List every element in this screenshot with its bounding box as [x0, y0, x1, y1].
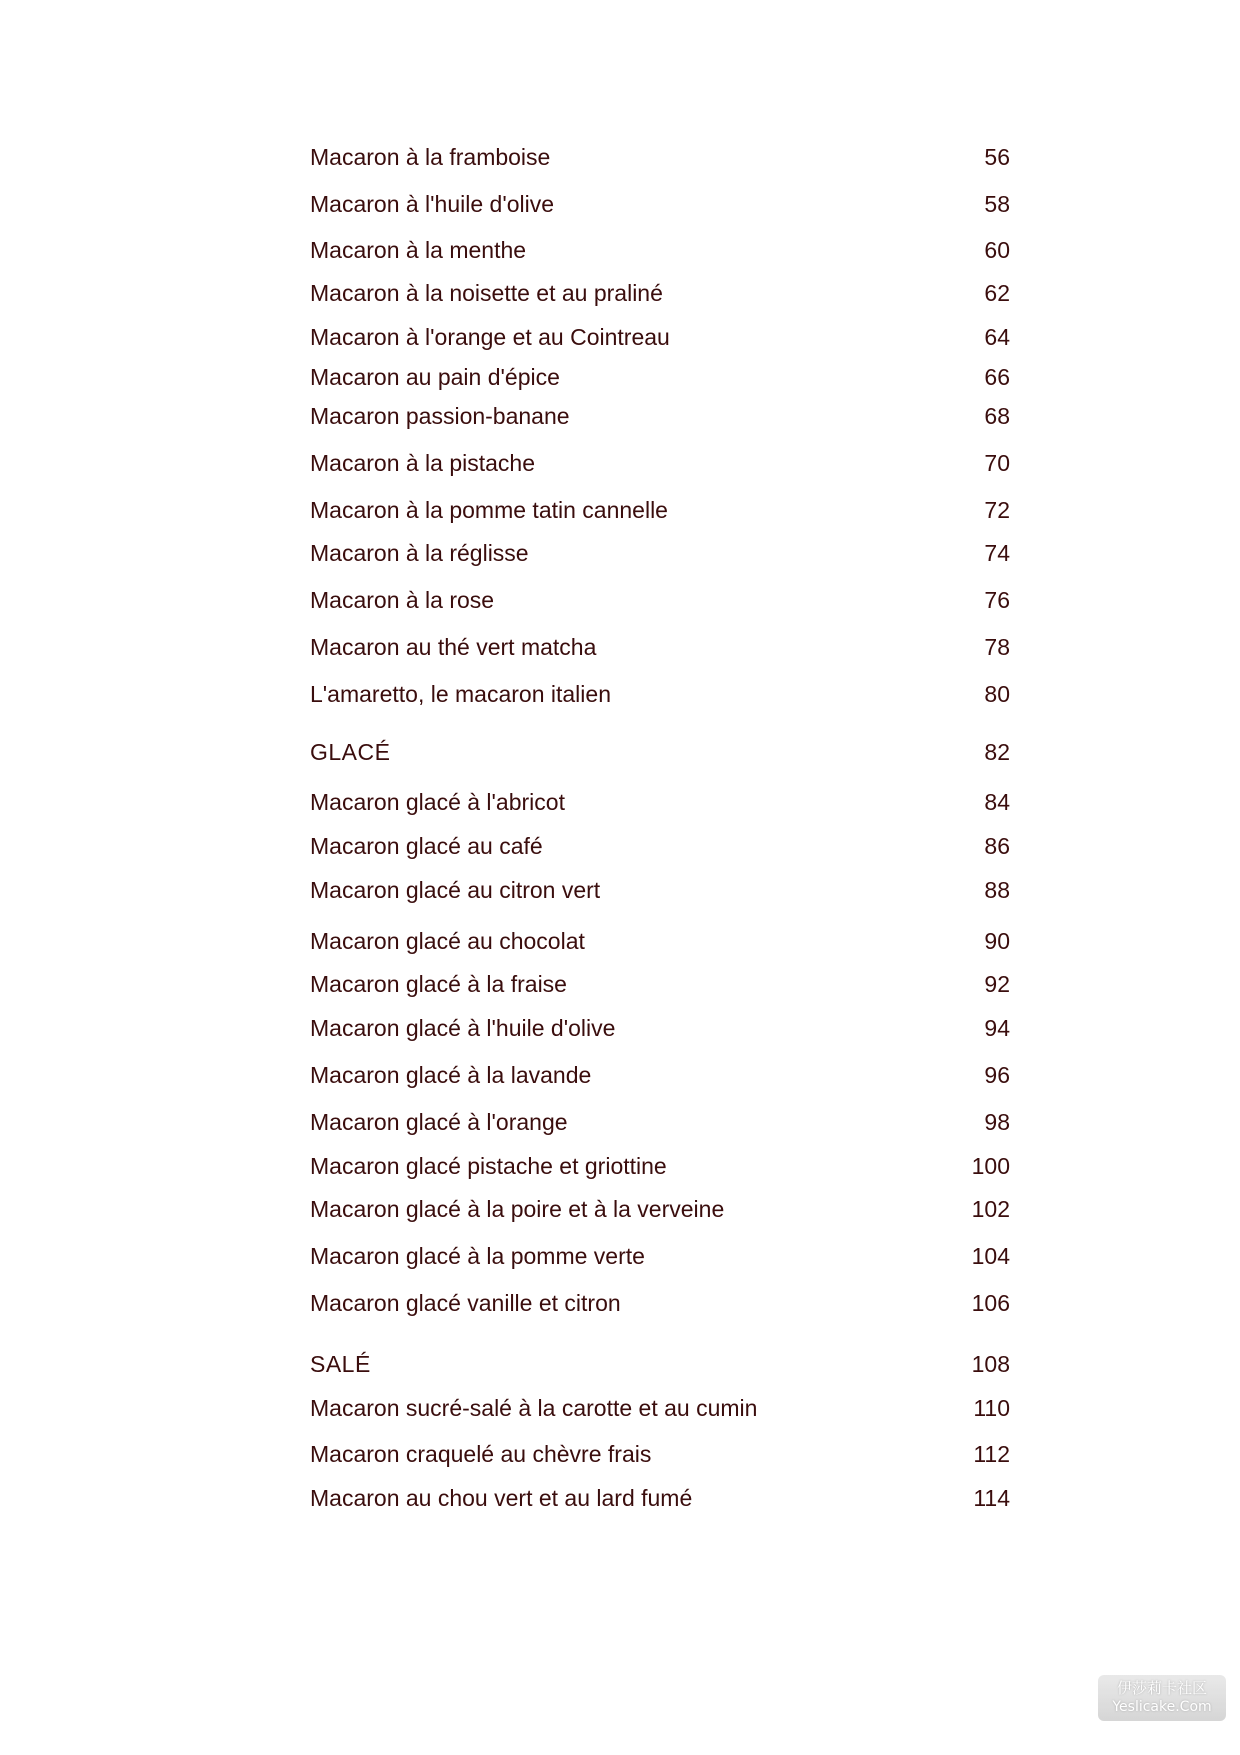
toc-entry-page: 88: [984, 877, 1010, 903]
toc-section-title: SALÉ: [310, 1351, 371, 1377]
toc-entry-page: 86: [984, 833, 1010, 859]
watermark-logo: [1098, 1675, 1226, 1721]
toc-entry: [310, 142, 1010, 172]
toc-entry: [310, 1288, 1010, 1318]
toc-entry: [310, 585, 1010, 615]
toc-entry-title: Macaron à la réglisse: [310, 540, 529, 566]
toc-entry: [310, 1194, 1010, 1224]
toc-entry-title: Macaron sucré-salé à la carotte et au cumin: [310, 1395, 758, 1421]
toc-entry-title: Macaron glacé à l'orange: [310, 1109, 568, 1135]
toc-entry-title: Macaron glacé à la lavande: [310, 1062, 592, 1088]
toc-entry: [310, 1483, 1010, 1513]
toc-entry-title: Macaron glacé à la fraise: [310, 971, 567, 997]
toc-entry-title: Macaron à l'huile d'olive: [310, 191, 555, 217]
toc-entry-title: L'amaretto, le macaron italien: [310, 681, 611, 707]
toc-entry-page: 90: [984, 928, 1010, 954]
toc-entry-page: 70: [984, 450, 1010, 476]
toc-entry: [310, 401, 1010, 431]
toc-entry-page: 68: [984, 403, 1010, 429]
toc-entry-page: 94: [984, 1015, 1010, 1041]
toc-entry-page: 80: [984, 681, 1010, 707]
toc-entry-page: 106: [971, 1290, 1010, 1316]
toc-entry-page: 74: [984, 540, 1010, 566]
toc-entry: [310, 235, 1010, 265]
toc-entry: [310, 787, 1010, 817]
toc-entry: [310, 189, 1010, 219]
toc-entry-title: Macaron glacé à la poire et à la verveine: [310, 1196, 725, 1222]
toc-entry: [310, 969, 1010, 999]
toc-entry: [310, 322, 1010, 352]
toc-entry-title: Macaron passion-banane: [310, 403, 570, 429]
toc-entry-page: 60: [984, 237, 1010, 263]
toc-entry: [310, 1241, 1010, 1271]
toc-entry-page: 100: [971, 1153, 1010, 1179]
toc-entry-page: 66: [984, 364, 1010, 390]
toc-entry-page: 114: [973, 1485, 1010, 1511]
toc-entry: [310, 1060, 1010, 1090]
toc-entry-title: Macaron au chou vert et au lard fumé: [310, 1485, 693, 1511]
toc-entry: [310, 875, 1010, 905]
toc-entry-page: 82: [984, 739, 1010, 765]
toc-entry-page: 56: [984, 144, 1010, 170]
toc-entry-page: 58: [984, 191, 1010, 217]
toc-entry-title: Macaron au pain d'épice: [310, 364, 560, 390]
toc-entry-page: 92: [984, 971, 1010, 997]
toc-entry-title: Macaron glacé à l'abricot: [310, 789, 565, 815]
toc-entry-title: Macaron à la framboise: [310, 144, 551, 170]
toc-entry-page: 62: [984, 280, 1010, 306]
toc-entry: [310, 632, 1010, 662]
toc-entry-title: Macaron glacé au café: [310, 833, 543, 859]
toc-entry-page: 112: [973, 1441, 1010, 1467]
toc-entry-page: 96: [984, 1062, 1010, 1088]
toc-entry-title: Macaron craquelé au chèvre frais: [310, 1441, 652, 1467]
toc-section-heading: [310, 1349, 1010, 1379]
toc-entry-page: 108: [971, 1351, 1010, 1377]
toc-entry-title: Macaron à la pomme tatin cannelle: [310, 497, 668, 523]
toc-entry-title: Macaron glacé à l'huile d'olive: [310, 1015, 616, 1041]
toc-entry-title: Macaron à la pistache: [310, 450, 536, 476]
toc-entry-title: Macaron à la noisette et au praliné: [310, 280, 663, 306]
toc-entry-page: 84: [984, 789, 1010, 815]
watermark-url: Yeslicake.Com: [1112, 1699, 1212, 1715]
toc-section-heading: [310, 737, 1010, 767]
toc-entry-page: 98: [984, 1109, 1010, 1135]
toc-entry-title: Macaron au thé vert matcha: [310, 634, 597, 660]
toc-entry-page: 76: [984, 587, 1010, 613]
toc-entry: [310, 495, 1010, 525]
toc-entry: [310, 1013, 1010, 1043]
toc-entry-page: 78: [984, 634, 1010, 660]
toc-entry-title: Macaron glacé à la pomme verte: [310, 1243, 645, 1269]
toc-entry: [310, 1393, 1010, 1423]
watermark-text: 伊莎莉卡社区: [1116, 1679, 1207, 1697]
toc-entry-title: Macaron glacé vanille et citron: [310, 1290, 621, 1316]
toc-entry-page: 104: [971, 1243, 1010, 1269]
toc-entry-page: 102: [971, 1196, 1010, 1222]
toc-entry: [310, 362, 1010, 392]
toc-entry-title: Macaron à la menthe: [310, 237, 527, 263]
toc-entry-page: 72: [984, 497, 1010, 523]
toc-entry-page: 110: [973, 1395, 1010, 1421]
toc-entry-title: Macaron à l'orange et au Cointreau: [310, 324, 670, 350]
toc-entry: [310, 679, 1010, 709]
toc-entry: [310, 538, 1010, 568]
toc-entry-page: 64: [984, 324, 1010, 350]
toc-entry: [310, 1439, 1010, 1469]
toc-entry-title: Macaron glacé au chocolat: [310, 928, 585, 954]
toc-entry: [310, 926, 1010, 956]
toc-entry-title: Macaron à la rose: [310, 587, 495, 613]
toc-section-title: GLACÉ: [310, 739, 391, 765]
toc-entry: [310, 1151, 1010, 1181]
toc-entry-title: Macaron glacé au citron vert: [310, 877, 601, 903]
toc-entry: [310, 448, 1010, 478]
toc-entry: [310, 1107, 1010, 1137]
toc-entry: [310, 831, 1010, 861]
toc-entry: [310, 278, 1010, 308]
toc-entry-title: Macaron glacé pistache et griottine: [310, 1153, 667, 1179]
